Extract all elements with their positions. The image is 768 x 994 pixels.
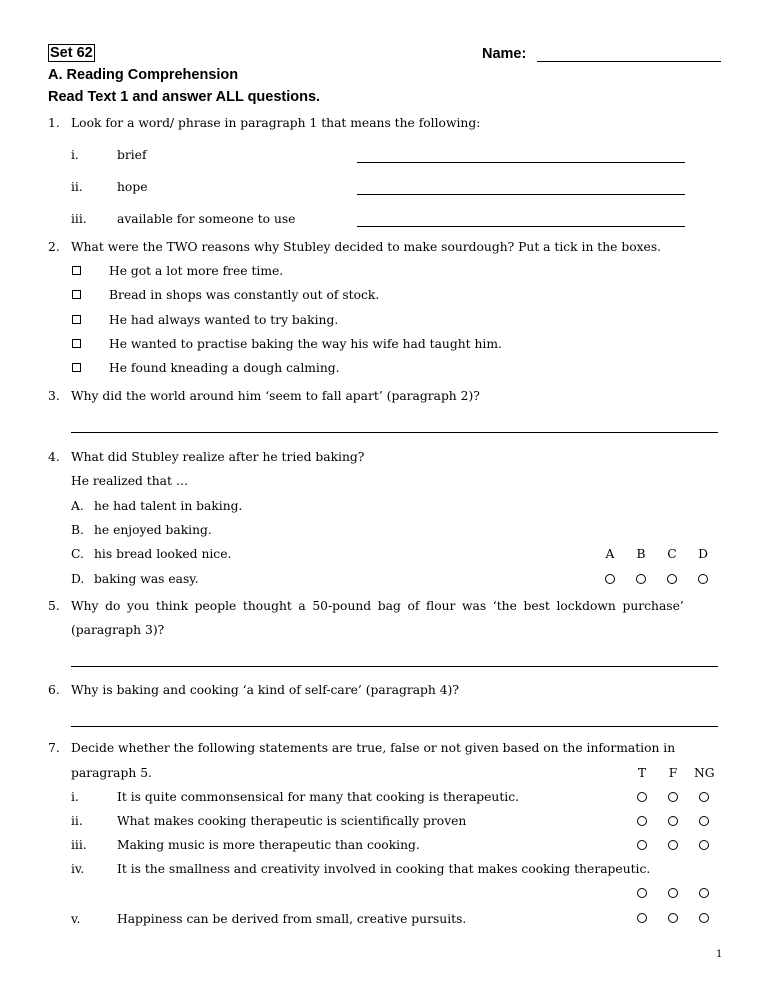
radio-option-d[interactable]	[698, 574, 708, 584]
question-text: Why is baking and cooking ‘a kind of self-care’ (paragraph 4)?	[71, 683, 459, 697]
radio-option-c[interactable]	[667, 574, 677, 584]
radio-false[interactable]	[668, 913, 678, 923]
question-text-cont: (paragraph 3)?	[71, 623, 165, 637]
answer-header: B	[636, 547, 646, 561]
answer-header: NG	[694, 766, 715, 780]
option-text: He found kneading a dough calming.	[109, 361, 340, 375]
question-number: 4.	[48, 450, 60, 464]
question-number: 5.	[48, 599, 60, 613]
question-number: 7.	[48, 741, 60, 755]
section-title: A. Reading Comprehension	[48, 67, 239, 83]
answer-header: T	[637, 766, 647, 780]
name-field[interactable]	[537, 61, 721, 62]
question-number: 3.	[48, 389, 60, 403]
question-text-cont: paragraph 5.	[71, 766, 152, 780]
item-number: iii.	[71, 212, 87, 226]
page-number: 1	[716, 949, 723, 960]
question-number: 1.	[48, 116, 60, 130]
radio-true[interactable]	[637, 840, 647, 850]
item-text: available for someone to use	[117, 212, 296, 226]
option-letter: D.	[71, 572, 85, 586]
statement-number: v.	[71, 912, 81, 926]
option-letter: C.	[71, 547, 84, 561]
statement-number: i.	[71, 790, 79, 804]
statement-text: Making music is more therapeutic than cooking.	[117, 838, 420, 852]
radio-false[interactable]	[668, 840, 678, 850]
option-text: He had always wanted to try baking.	[109, 313, 339, 327]
answer-line[interactable]	[71, 432, 718, 433]
radio-not-given[interactable]	[699, 840, 709, 850]
answer-line[interactable]	[357, 226, 685, 227]
answer-line[interactable]	[357, 162, 685, 163]
set-label: Set 62	[50, 45, 93, 61]
item-text: brief	[117, 148, 147, 162]
statement-text: Happiness can be derived from small, creative pursuits.	[117, 912, 467, 926]
radio-option-a[interactable]	[605, 574, 615, 584]
radio-false[interactable]	[668, 888, 678, 898]
item-text: hope	[117, 180, 148, 194]
item-number: ii.	[71, 180, 83, 194]
option-text: Bread in shops was constantly out of stock.	[109, 288, 380, 302]
name-label: Name:	[482, 46, 527, 62]
statement-number: iv.	[71, 862, 85, 876]
answer-header: F	[668, 766, 678, 780]
option-text: baking was easy.	[94, 572, 199, 586]
radio-true[interactable]	[637, 792, 647, 802]
instruction: Read Text 1 and answer ALL questions.	[48, 89, 321, 105]
radio-not-given[interactable]	[699, 888, 709, 898]
answer-line[interactable]	[71, 726, 718, 727]
question-text: Why do you think people thought a 50-pound bag of flour was ‘the best lockdown purchase’	[71, 599, 684, 613]
radio-true[interactable]	[637, 888, 647, 898]
tick-box[interactable]	[72, 315, 81, 324]
radio-false[interactable]	[668, 792, 678, 802]
radio-not-given[interactable]	[699, 792, 709, 802]
answer-line[interactable]	[71, 666, 718, 667]
tick-box[interactable]	[72, 266, 81, 275]
answer-header: A	[605, 547, 615, 561]
option-text: he enjoyed baking.	[94, 523, 212, 537]
question-text: What did Stubley realize after he tried baking?	[71, 450, 365, 464]
option-letter: A.	[71, 499, 84, 513]
question-text: What were the TWO reasons why Stubley decided to make sourdough? Put a tick in the boxes.	[71, 240, 662, 254]
tick-box[interactable]	[72, 290, 81, 299]
statement-number: iii.	[71, 838, 87, 852]
answer-header: C	[667, 547, 677, 561]
tick-box[interactable]	[72, 339, 81, 348]
option-text: He wanted to practise baking the way his wife had taught him.	[109, 337, 502, 351]
radio-option-b[interactable]	[636, 574, 646, 584]
question-lead: He realized that …	[71, 474, 189, 488]
question-number: 2.	[48, 240, 60, 254]
option-text: his bread looked nice.	[94, 547, 232, 561]
statement-text: It is quite commonsensical for many that cooking is therapeutic.	[117, 790, 520, 804]
option-letter: B.	[71, 523, 84, 537]
item-number: i.	[71, 148, 79, 162]
option-text: he had talent in baking.	[94, 499, 243, 513]
option-text: He got a lot more free time.	[109, 264, 284, 278]
tick-box[interactable]	[72, 363, 81, 372]
radio-not-given[interactable]	[699, 913, 709, 923]
question-text: Look for a word/ phrase in paragraph 1 that means the following:	[71, 116, 481, 130]
answer-header: D	[698, 547, 708, 561]
question-number: 6.	[48, 683, 60, 697]
radio-true[interactable]	[637, 816, 647, 826]
radio-false[interactable]	[668, 816, 678, 826]
question-text: Decide whether the following statements are true, false or not given based on the information in	[71, 741, 676, 755]
question-text: Why did the world around him ‘seem to fall apart’ (paragraph 2)?	[71, 389, 480, 403]
statement-text: It is the smallness and creativity involved in cooking that makes cooking therapeutic.	[117, 862, 651, 876]
answer-line[interactable]	[357, 194, 685, 195]
radio-true[interactable]	[637, 913, 647, 923]
statement-text: What makes cooking therapeutic is scientifically proven	[117, 814, 467, 828]
radio-not-given[interactable]	[699, 816, 709, 826]
statement-number: ii.	[71, 814, 83, 828]
